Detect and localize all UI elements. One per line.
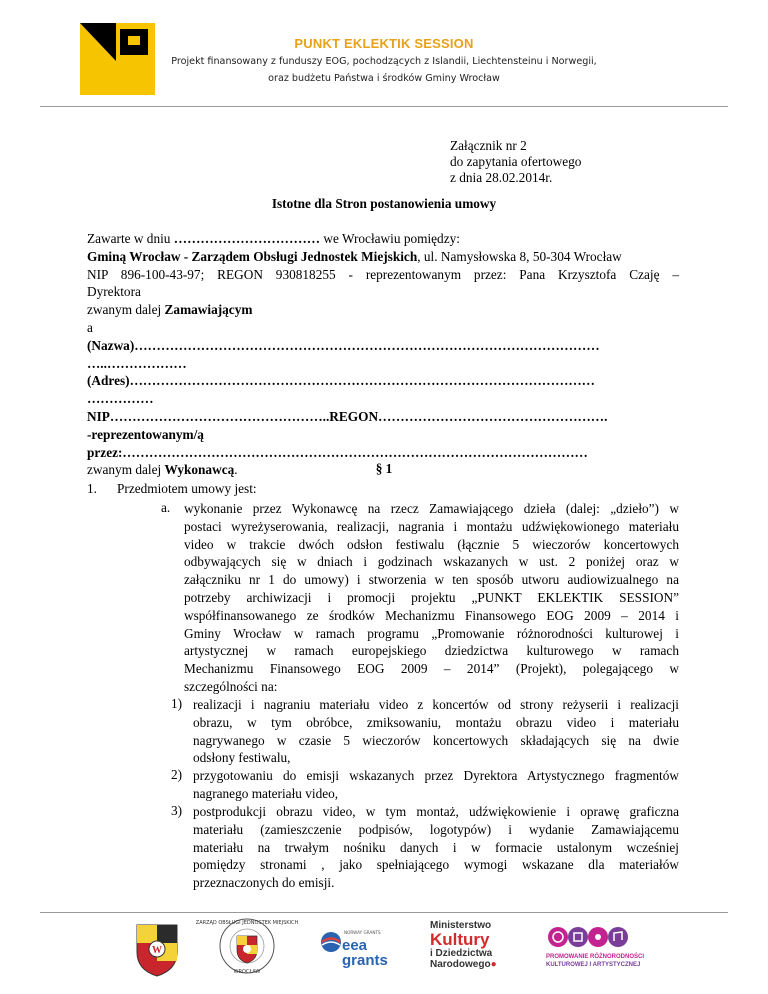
intro-line-4: Dyrektora <box>87 284 141 300</box>
item-a-line: odbywających się w dniach i godzinach wskazanych w ust. 2 poniżej oraz w <box>184 554 679 570</box>
subitem-2-label: 2) <box>171 767 183 782</box>
item-a-line: artystycznej w ramach europejskiego dziedzictwa kulturowego w ramach <box>184 643 679 659</box>
footer-divider <box>40 912 728 913</box>
contractor-address-blank: (Adres)…………………………………………………………………………………………… <box>87 373 595 389</box>
intro-line-5: zwanym dalej Zamawiającym <box>87 302 253 318</box>
represented-by-blank: przez:…………………………………………………………………………………………… <box>87 444 588 460</box>
item-a-line: video w trakcie dwóch odsłon festiwalu (łącznie 5 wieczorów koncertowych <box>184 536 679 552</box>
contractor-name-blank-cont: …..……………… <box>87 355 187 371</box>
parties-block <box>87 230 679 479</box>
ministry-line-2: Kultury <box>430 930 490 949</box>
attachment-note <box>450 138 581 186</box>
eea-bottom-text: grants <box>342 952 388 969</box>
item-a-line: szczególności na: <box>184 678 278 694</box>
zojm-city-text: WROCŁAW <box>233 969 261 975</box>
intro-line-6: a <box>87 319 93 335</box>
promowanie-line-1: PROMOWANIE RÓŻNORODNOŚCI <box>546 954 645 960</box>
intro-line-1: Zawarte w dniu …………………………… we Wrocławiu pomiędzy: <box>87 231 460 246</box>
item-1-number: 1. <box>87 481 97 496</box>
attachment-line-1: Załącznik nr 2 <box>450 138 527 153</box>
subitem-2-line: nagranego materiału video, <box>193 785 339 801</box>
subitem-3-line: materiału na trwałym nośniku danych i w formacie ustalonym wcześniej <box>193 839 679 855</box>
header-subtitle-2: oraz budżetu Państwa i środków Gminy Wrocław <box>268 73 500 84</box>
subitem-1-line: obrazu, w tym obróbce, zmiksowaniu, montażu obrazu video i materiału <box>193 714 679 730</box>
subitem-2-line: przygotowaniu do emisji wskazanych przez Dyrektora Artystycznego fragmentów <box>193 768 679 783</box>
ministry-culture-logo: Ministerstwo Kultury i Dziedzictwa Narodowego● <box>430 920 520 980</box>
subitem-3-line: pomiędzy stronami , jako spełniającego wymogi wskazane dla materiałów <box>193 857 679 873</box>
attachment-line-3: z dnia 28.02.2014r. <box>450 170 553 185</box>
ordering-party-label: Zamawiającym <box>164 302 253 318</box>
subitem-3-paragraph <box>193 803 679 892</box>
eea-top-text: eea <box>342 937 368 954</box>
item-a-line: Gminy Wrocław w ramach programu „Promowanie różnorodności kulturowej i <box>184 625 679 641</box>
header-divider <box>40 106 728 107</box>
represented-label: -reprezentowanym/ą <box>87 426 204 442</box>
section-heading: § 1 <box>375 461 393 476</box>
contractor-nip-regon-blank: NIP…………………………………………..REGON……………………………………………. <box>87 408 608 424</box>
item-a-line: wykonanie przez Wykonawcę na rzecz Zamawiającego dzieła (dalej: „dzieło”) w <box>184 501 679 516</box>
item-a-line: współfinansowanego ze środków Mechanizmu Finansowego EOG 2009 – 2014 i <box>184 607 679 623</box>
subitem-1-paragraph <box>193 696 679 767</box>
header-subtitle-1: Projekt finansowany z funduszy EOG, pochodzących z Islandii, Liechtensteinu i Norwegii, <box>171 56 597 67</box>
item-a-line: Mechanizmu Finansowego EOG 2009 – 2014” (Projekt), polegającego w <box>184 661 679 677</box>
promowanie-icons <box>546 926 630 948</box>
ministry-line-3: i Dziedzictwa <box>430 948 493 959</box>
header-title: PUNKT EKLEKTIK SESSION <box>294 36 474 51</box>
subitem-3-line: przeznaczonych do emisji. <box>193 875 335 891</box>
contractor-name-blank: (Nazwa)…………………………………………………………………………………………… <box>87 337 600 353</box>
item-a-paragraph <box>184 500 679 696</box>
ministry-line-4: Narodowego <box>430 959 491 970</box>
item-a-line: potrzeby archiwizacji i promocji projektu „PUNKT EKLEKTIK SESSION” <box>184 589 679 605</box>
subitem-1-label: 1) <box>171 696 183 711</box>
intro-line-2: Gminą Wrocław - Zarządem Obsługi Jednostek Miejskich, ul. Namysłowska 8, 50-304 Wrocław <box>87 248 622 264</box>
item-a-label: a. <box>161 500 171 515</box>
wroclaw-coat-of-arms-icon <box>134 922 180 978</box>
date-blank: …………………………… <box>173 231 321 246</box>
subitem-3-line: materiału (zamieszczenie podpisów, logotypów) i wydanie Zamawiającemu <box>193 821 679 837</box>
contractor-address-blank-cont: …………… <box>87 391 154 407</box>
promowanie-logo <box>546 926 645 976</box>
subitem-1-line: nagrywanego w czasie 5 wieczorów koncertowych składających się na dwie <box>193 732 679 748</box>
zojm-logo-icon <box>195 916 299 976</box>
ordering-party-name: Gminą Wrocław - Zarządem Obsługi Jednostek Miejskich <box>87 248 418 264</box>
subitem-3-label: 3) <box>171 803 183 818</box>
subitem-1-line: realizacji i nagraniu materiału video z koncertów od strony reżyserii i realizacji <box>193 697 679 712</box>
document-title: Istotne dla Stron postanowienia umowy <box>271 196 497 211</box>
attachment-line-2: do zapytania ofertowego <box>450 154 582 169</box>
eea-grants-logo <box>320 928 390 978</box>
promowanie-line-2: KULTUROWEJ I ARTYSTYCZNEJ <box>546 962 641 968</box>
item-1-text: Przedmiotem umowy jest: <box>117 481 257 496</box>
intro-line-3: NIP 896-100-43-97; REGON 930818255 - reprezentowanym przez: Pana Krzysztofa Czaję – <box>87 266 679 282</box>
subitem-3-line: postprodukcji obrazu video, w tym montaż, udźwiękowienie i oprawę graficzna <box>193 804 679 819</box>
ministry-line-1: Ministerstwo <box>430 920 492 931</box>
item-a-line: załączniku nr 1 do umowy) i stworzenia w ten sposób utworu audiowizualnego na <box>184 572 679 588</box>
zojm-ring-text: ZARZĄD OBSŁUGI JEDNOSTEK MIEJSKICH <box>195 920 299 926</box>
subitem-1-line: odsłony festiwalu, <box>193 750 291 766</box>
svg-text:W: W <box>152 945 162 956</box>
item-a-line: postaci wyreżyserowania, realizacji, nagrania i montażu udźwiękowionego materiału <box>184 518 679 534</box>
subitem-2-paragraph <box>193 767 679 803</box>
contractor-label: Wykonawcą <box>164 462 235 478</box>
eea-globe-icon <box>320 931 342 953</box>
intro-line-14: zwanym dalej Wykonawcą. <box>87 462 238 478</box>
eea-small-text: NORWAY GRANTS <box>344 930 381 935</box>
